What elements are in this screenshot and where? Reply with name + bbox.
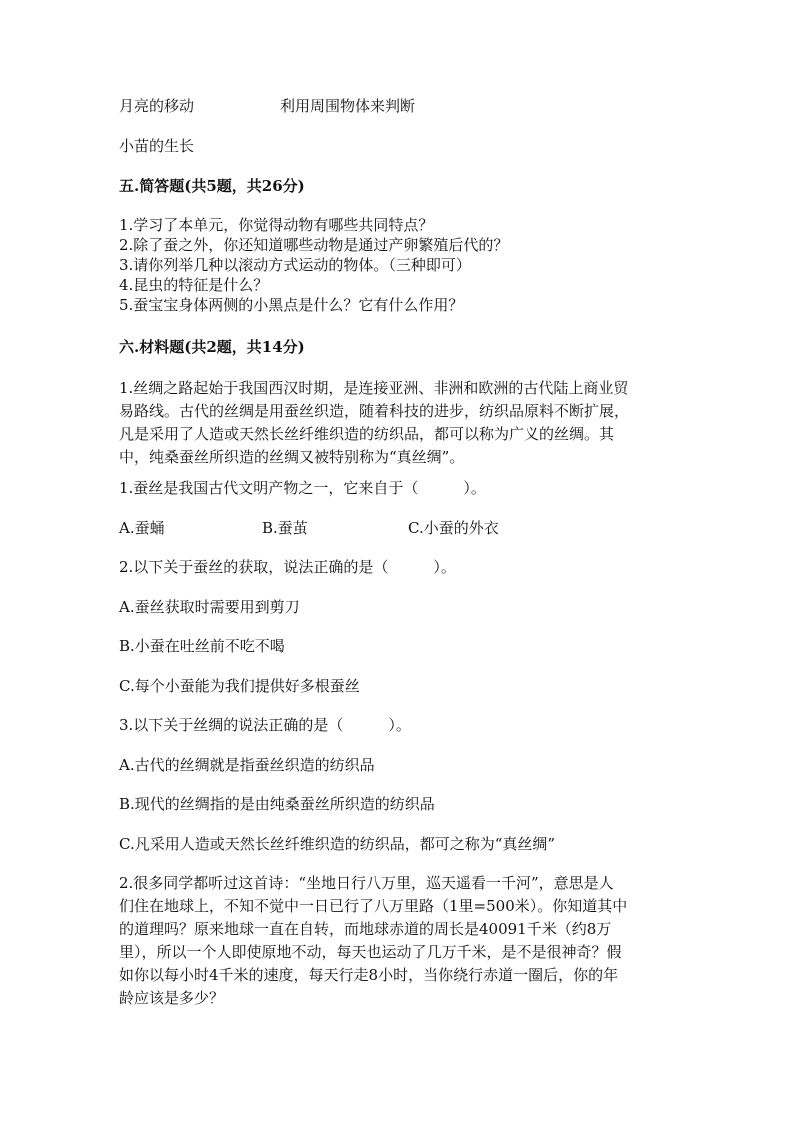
material2-line: 龄应该是多少？ [119, 989, 225, 1007]
question-3: 3.请你列举几种以滚动方式运动的物体。（三种即可） [119, 256, 471, 274]
section5-title: 五.简答题(共5题，共26分) [119, 177, 305, 195]
material2-line: 里），所以一个人即使原地不动，每天也运动了几万千米，是不是很神奇？假 [119, 943, 622, 961]
material1-q2-stem: 2.以下关于蚕丝的获取，说法正确的是（ ）。 [119, 558, 456, 576]
section5-questions [119, 215, 699, 315]
material2-line: 2.很多同学都听过这首诗：“坐地日行八万里，巡天遥看一千河”，意思是人 [119, 874, 614, 892]
q1-option-c: C.小蚕的外衣 [408, 519, 499, 537]
q2-option-c: C.每个小蚕能为我们提供好多根蚕丝 [119, 677, 360, 695]
material2-line: 如你以每小时4千米的速度，每天行走8小时，当你绕行赤道一圈后，你的年 [119, 966, 619, 984]
question-4: 4.昆虫的特征是什么？ [119, 276, 269, 294]
q3-option-b: B.现代的丝绸指的是由纯桑蚕丝所织造的纺织品 [119, 795, 435, 813]
material1-line: 凡是采用了人造或天然长丝纤维织造的纺织品，都可以称为广义的丝绸。其 [119, 425, 615, 443]
material2-line: 的道理吗？原来地球一直在自转，而地球赤道的周长是40091千米（约8万 [119, 920, 612, 938]
material1-line: 1.丝绸之路起始于我国西汉时期，是连接亚洲、非洲和欧洲的古代陆上商业贸 [119, 379, 629, 397]
q3-option-a: A.古代的丝绸就是指蚕丝织造的纺织品 [119, 756, 375, 774]
question-2: 2.除了蚕之外，你还知道哪些动物是通过产卵繁殖后代的？ [119, 236, 509, 254]
material1-q1-stem: 1.蚕丝是我国古代文明产物之一，它来自于（ ）。 [119, 479, 486, 497]
q2-option-b: B.小蚕在吐丝前不吃不喝 [119, 637, 285, 655]
item-moon-movement: 月亮的移动 [119, 97, 195, 115]
q1-option-a: A.蚕蛹 [119, 519, 165, 537]
material2-paragraph [119, 872, 699, 1010]
item-seedling-growth: 小苗的生长 [119, 137, 195, 155]
item-judge-by-surroundings: 利用周围物体来判断 [280, 97, 416, 115]
q3-option-c: C.凡采用人造或天然长丝纤维织造的纺织品，都可之称为“真丝绸” [119, 835, 556, 853]
q1-option-b: B.蚕茧 [262, 519, 308, 537]
material2-line: 们住在地球上，不知不觉中一日已行了八万里路（1里=500米）。你知道其中 [119, 897, 628, 915]
q2-option-a: A.蚕丝获取时需要用到剪刀 [119, 598, 300, 616]
question-1: 1.学习了本单元，你觉得动物有哪些共同特点？ [119, 216, 434, 234]
question-5: 5.蚕宝宝身体两侧的小黑点是什么？它有什么作用？ [119, 296, 464, 314]
section6-title: 六.材料题(共2题，共14分) [119, 338, 305, 356]
material1-line: 中，纯桑蚕丝所织造的丝绸又被特别称为“真丝绸”。 [119, 448, 465, 466]
material1-line: 易路线。古代的丝绸是用蚕丝织造，随着科技的进步，纺织品原料不断扩展， [119, 402, 630, 420]
material1-q3-stem: 3.以下关于丝绸的说法正确的是（ ）。 [119, 716, 411, 734]
material1-paragraph [119, 377, 699, 469]
